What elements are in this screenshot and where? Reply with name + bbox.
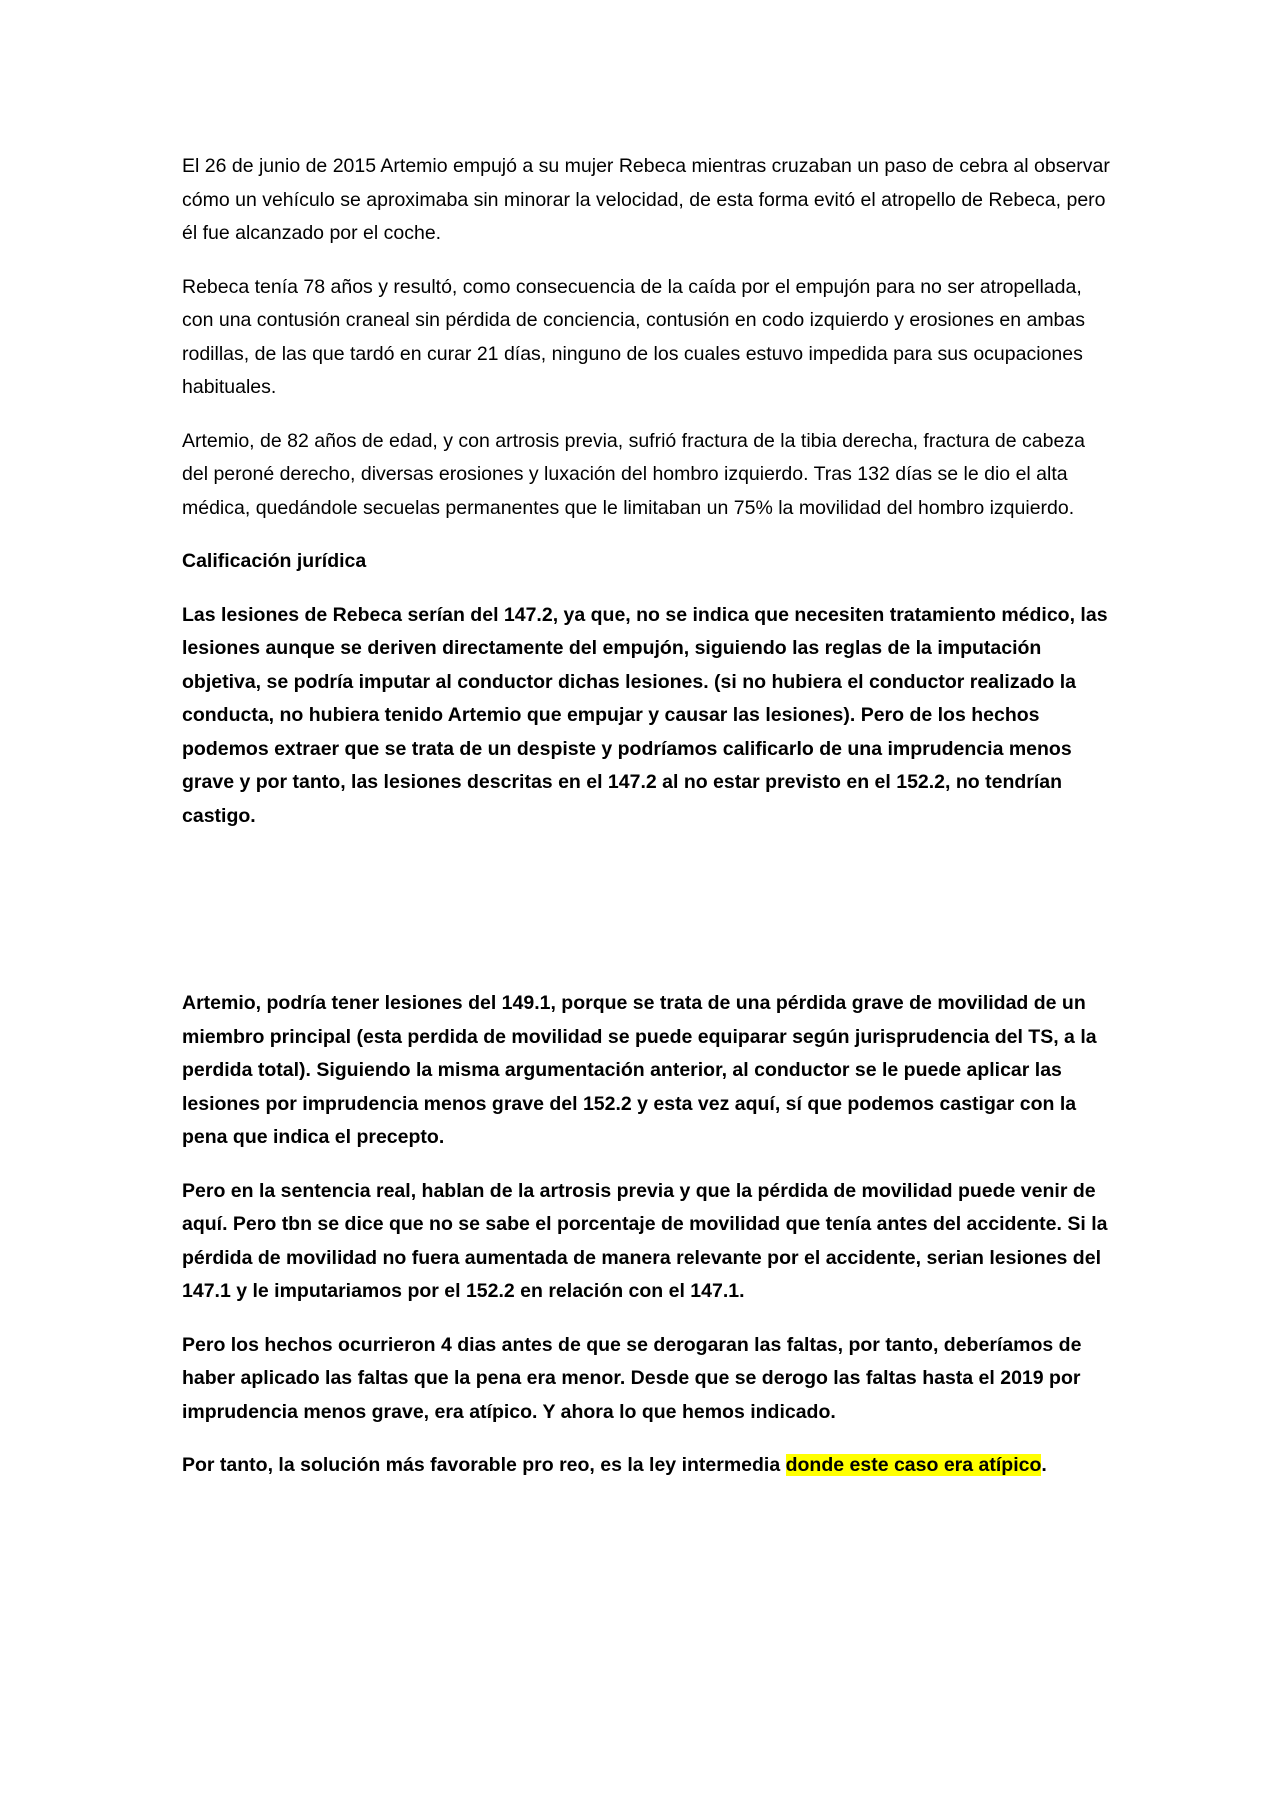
conclusion-lead-text: Por tanto, la solución más favorable pro reo, es la ley intermedia	[182, 1454, 786, 1476]
facts-paragraph-3: Artemio, de 82 años de edad, y con artrosis previa, sufrió fractura de la tibia derecha, fractura de cabeza del peroné derecho, diversas erosiones y luxación del hombro izquierdo. Tras 132 días se le dio el alta médica, quedándole secuelas permanentes que le limitaban un 75% la movilidad del hombro izquierdo.	[182, 429, 1085, 519]
facts-paragraph-2: Rebeca tenía 78 años y resultó, como consecuencia de la caída por el empujón para no ser atropellada, con una contusión craneal sin pérdida de conciencia, contusión en codo izquierdo y erosiones en ambas rodillas, de las que tardó en curar 21 días, ninguno de los cuales estuvo impedida para sus ocupaciones habituales.	[182, 275, 1085, 398]
section-heading: Calificación jurídica	[182, 550, 367, 572]
document-page	[182, 150, 1112, 1503]
facts-paragraph-1: El 26 de junio de 2015 Artemio empujó a su mujer Rebeca mientras cruzaban un paso de cebra al observar cómo un vehículo se aproximaba sin minorar la velocidad, de esta forma evitó el atropello de Rebeca, pero él fue alcanzado por el coche.	[182, 155, 1110, 244]
analysis-paragraph-faltas: Pero los hechos ocurrieron 4 dias antes de que se derogaran las faltas, por tanto, deberíamos de haber aplicado las faltas que la pena era menor. Desde que se derogo las faltas hasta el 2019 por imprudencia menos grave, era atípico. Y ahora lo que hemos indicado.	[182, 1333, 1082, 1423]
conclusion-end-text: .	[1041, 1454, 1047, 1476]
analysis-paragraph-real-sentence: Pero en la sentencia real, hablan de la artrosis previa y que la pérdida de movilidad puede venir de aquí. Pero tbn se dice que no se sabe el porcentaje de movilidad que tenía antes del accidente. Si la pérdida de movilidad no fuera aumentada de manera relevante por el accidente, serian lesiones del 147.1 y le imputariamos por el 152.2 en relación con el 147.1.	[182, 1179, 1108, 1302]
analysis-paragraph-rebeca: Las lesiones de Rebeca serían del 147.2, ya que, no se indica que necesiten tratamiento médico, las lesiones aunque se deriven directamente del empujón, siguiendo las reglas de la imputación objetiva, se podría imputar al conductor dichas lesiones. (si no hubiera el conductor realizado la conducta, no hubiera tenido Artemio que empujar y causar las lesiones). Pero de los hechos podemos extraer que se trata de un despiste y podríamos calificarlo de una imprudencia menos grave y por tanto, las lesiones descritas en el 147.2 al no estar previsto en el 152.2, no tendrían castigo.	[182, 603, 1108, 827]
blank-space	[182, 853, 1112, 987]
conclusion-paragraph	[182, 1449, 1112, 1483]
analysis-paragraph-artemio: Artemio, podría tener lesiones del 149.1, porque se trata de una pérdida grave de movilidad de un miembro principal (esta perdida de movilidad se puede equiparar según jurisprudencia del TS, a la perdida total). Siguiendo la misma argumentación anterior, al conductor se le puede aplicar las lesiones por imprudencia menos grave del 152.2 y esta vez aquí, sí que podemos castigar con la pena que indica el precepto.	[182, 992, 1097, 1148]
highlighted-text: donde este caso era atípico	[785, 1454, 1042, 1476]
